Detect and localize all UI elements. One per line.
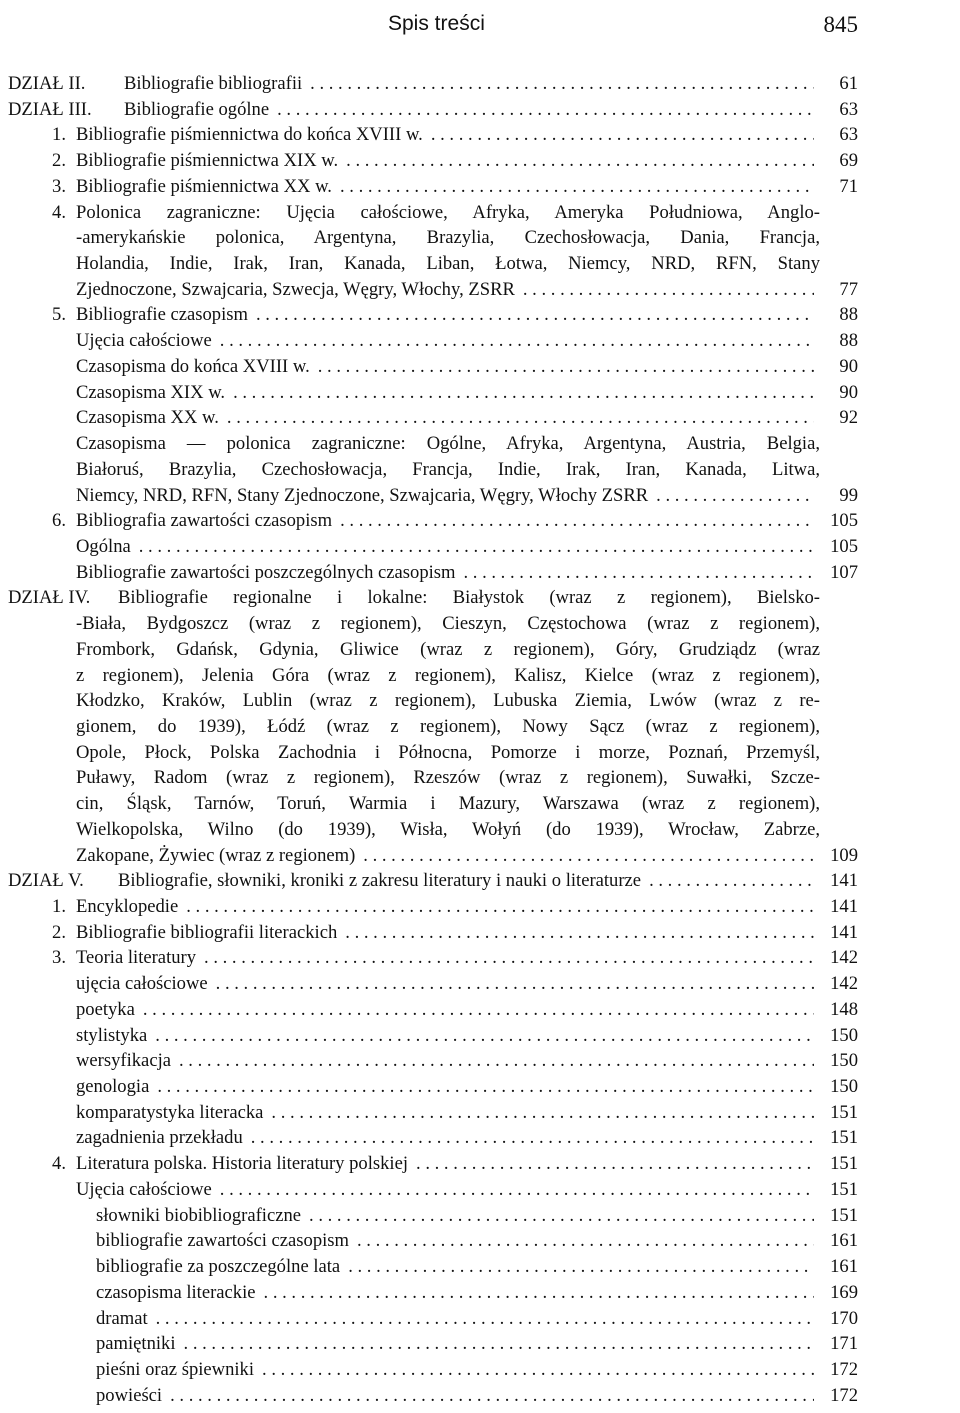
entry-text: Czasopisma XX w. [76,407,219,429]
toc-entry[interactable] [0,200,960,303]
entry-text: pieśni oraz śpiewniki [96,1358,255,1380]
entry-last-line [76,1074,820,1100]
dot-leader [170,1383,814,1409]
toc-entry[interactable] [0,1306,960,1332]
page-ref: 151 [830,1101,858,1123]
dot-leader [431,122,814,148]
entry-text-block [76,1125,820,1151]
page-ref: 161 [830,1230,858,1252]
entry-text-line: -Biała, Bydgoszcz (wraz z regionem), Cieszyn, Częstochowa (wraz z regionem), [76,613,820,635]
dot-leader [220,1177,814,1203]
entry-last-line [76,97,820,123]
page-ref: 71 [839,175,858,197]
page-ref: 169 [830,1281,858,1303]
dot-leader [156,1306,814,1332]
page-ref: 151 [830,1204,858,1226]
entry-text-line: Wielkopolska, Wilno (do 1939), Wisła, Wołyń (do 1939), Wrocław, Zabrze, [76,818,820,840]
entry-last-line [76,380,820,406]
entry-text: genologia [76,1076,150,1098]
entry-text-block [96,1254,820,1280]
entry-text-line: Polonica zagraniczne: Ujęcia całościowe, Afryka, Ameryka Południowa, Anglo- [76,201,820,223]
section-label: DZIAŁ III. [8,98,92,120]
entry-text: Teoria literatury [76,947,197,969]
entry-last-line [76,843,820,869]
entry-text: Bibliografie piśmiennictwa XX w. [76,175,332,197]
dot-leader [220,328,814,354]
entry-last-line [96,1331,820,1357]
toc-entry[interactable] [0,585,960,868]
entry-text: Niemcy, NRD, RFN, Stany Zjednoczone, Szwajcaria, Węgry, Włochy ZSRR [76,484,649,506]
dot-leader [262,1357,814,1383]
entry-text-block [76,1023,820,1049]
entry-last-line [76,71,820,97]
toc-entry[interactable] [0,971,960,997]
entry-text: bibliografie zawartości czasopism [96,1230,349,1252]
dot-leader [256,302,814,328]
page-ref: 172 [830,1358,858,1380]
toc-entry[interactable] [0,1280,960,1306]
toc-entry[interactable] [0,945,960,971]
toc-entry[interactable] [0,174,960,200]
entry-number: 4. [52,201,66,223]
entry-text-block [96,1331,820,1357]
entry-text-block [96,1228,820,1254]
entry-number: 2. [52,921,66,943]
page-ref: 151 [830,1127,858,1149]
page-ref: 150 [830,1050,858,1072]
entry-text: Bibliografie czasopism [76,304,248,326]
toc-entry[interactable] [0,1048,960,1074]
toc-entry[interactable] [0,868,960,894]
entry-text-block [76,1074,820,1100]
dot-leader [179,1048,814,1074]
entry-last-line [76,122,820,148]
toc-entry[interactable] [0,1203,960,1229]
dot-leader [277,97,814,123]
entry-text-block [76,148,820,174]
entry-text: Bibliografia zawartości czasopism [76,510,333,532]
entry-last-line [76,174,820,200]
toc-entry[interactable] [0,1357,960,1383]
dot-leader [656,483,814,509]
entry-number: 2. [52,150,66,172]
entry-text: Czasopisma do końca XVIII w. [76,355,310,377]
toc-entry[interactable] [0,1331,960,1357]
entry-text-block [96,1280,820,1306]
page-ref: 63 [839,124,858,146]
page-ref: 90 [839,355,858,377]
entry-last-line [76,483,820,509]
dot-leader [345,920,814,946]
entry-text: Bibliografie bibliografii literackich [76,921,338,943]
dot-leader [318,354,814,380]
entry-text-block [76,122,820,148]
page-ref: 109 [830,844,858,866]
entry-text-block [76,380,820,406]
entry-text: pamiętniki [96,1333,176,1355]
dot-leader [186,894,814,920]
toc-entry[interactable] [0,148,960,174]
page-ref: 142 [830,947,858,969]
entry-text: Encyklopedie [76,896,179,917]
entry-last-line [76,920,820,946]
entry-text-line: Białoruś, Brazylia, Czechosłowacja, Francja, Indie, Irak, Iran, Kanada, Litwa, [76,458,820,480]
entry-last-line [76,945,820,971]
toc-entry[interactable] [0,97,960,123]
entry-text-block [76,560,820,586]
entry-text: Zakopane, Żywiec (wraz z regionem) [76,844,356,866]
entry-text: Bibliografie zawartości poszczególnych czasopism [76,561,456,583]
dot-leader [143,997,814,1023]
dot-leader [233,380,814,406]
running-title: Spis treści [388,12,485,35]
entry-text-block [96,1383,820,1409]
entry-text-block [76,894,820,920]
entry-last-line [76,328,820,354]
entry-text-block [76,328,820,354]
page-ref: 105 [830,510,858,532]
entry-text: bibliografie za poszczególne lata [96,1256,341,1278]
entry-last-line [76,997,820,1023]
dot-leader [264,1280,814,1306]
dot-leader [346,148,814,174]
dot-leader [309,1203,814,1229]
page-ref: 141 [830,870,858,892]
entry-text: Literatura polska. Historia literatury polskiej [76,1153,409,1175]
entry-text: poetyka [76,998,135,1020]
page-ref: 141 [830,921,858,943]
entry-text-block [76,945,820,971]
entry-text: Ujęcia całościowe [76,330,212,352]
section-label: DZIAŁ V. [8,870,84,892]
entry-number: 1. [52,124,66,146]
entry-text: Bibliografie, słowniki, kroniki z zakresu literatury i nauki o literaturze [118,870,642,892]
toc-entry[interactable] [0,560,960,586]
entry-text: wersyfikacja [76,1050,171,1072]
section-label: DZIAŁ II. [8,73,86,94]
page-number: 845 [823,12,858,37]
entry-text-block [76,71,820,97]
entry-text: zagadnienia przekładu [76,1127,243,1149]
page-ref: 150 [830,1024,858,1046]
entry-last-line [76,277,820,303]
page-ref: 151 [830,1178,858,1200]
toc-entry[interactable] [0,1125,960,1151]
entry-text-line: Opole, Płock, Polska Zachodnia i Północna, Pomorze i morze, Poznań, Przemyśl, [76,741,820,763]
page-ref: 172 [830,1384,858,1406]
entry-text-block [76,97,820,123]
dot-leader [463,560,814,586]
page-ref: 92 [839,407,858,429]
entry-last-line [96,1203,820,1229]
entry-text-block [76,585,820,868]
entry-number: 3. [52,947,66,969]
entry-last-line [96,1280,820,1306]
entry-text-block [76,971,820,997]
entry-text-line: Czasopisma — polonica zagraniczne: Ogólne, Afryka, Argentyna, Austria, Belgia, [76,433,820,455]
entry-text-line: Holandia, Indie, Irak, Iran, Kanada, Liban, Łotwa, Niemcy, NRD, RFN, Stany [76,253,820,275]
dot-leader [416,1151,814,1177]
entry-text-line: z regionem), Jelenia Góra (wraz z regionem), Kalisz, Kielce (wraz z regionem), [76,664,820,686]
dot-leader [271,1100,814,1126]
entry-text: stylistyka [76,1024,148,1046]
table-of-contents [0,71,960,1408]
dot-leader [348,1254,814,1280]
entry-last-line [96,1254,820,1280]
entry-last-line [76,1023,820,1049]
page-ref: 90 [839,381,858,403]
toc-entry[interactable] [0,894,960,920]
entry-last-line [96,1357,820,1383]
entry-last-line [76,148,820,174]
entry-text: komparatystyka literacka [76,1101,264,1123]
entry-text: powieści [96,1384,163,1406]
entry-text-line: cin, Śląsk, Tarnów, Toruń, Warmia i Mazury, Warszawa (wraz z regionem), [76,793,820,815]
page-ref: 141 [830,896,858,917]
toc-entry[interactable] [0,302,960,328]
entry-text-line: -amerykańskie polonica, Argentyna, Brazylia, Czechosłowacja, Dania, Francja, [76,227,820,249]
toc-entry[interactable] [0,534,960,560]
dot-leader [310,71,814,97]
dot-leader [357,1228,814,1254]
entry-text: Bibliografie bibliografii [124,73,303,94]
dot-leader [155,1023,814,1049]
entry-last-line [76,1125,820,1151]
entry-number: 3. [52,175,66,197]
dot-leader [363,843,814,869]
dot-leader [157,1074,814,1100]
page-ref: 142 [830,973,858,995]
entry-text-block [76,431,820,508]
page-ref: 88 [839,304,858,326]
toc-entry[interactable] [0,431,960,508]
toc-entry[interactable] [0,1151,960,1177]
entry-last-line [76,868,820,894]
page-ref: 63 [839,98,858,120]
entry-last-line [76,1100,820,1126]
toc-entry[interactable] [0,1383,960,1409]
entry-text: czasopisma literackie [96,1281,256,1303]
entry-text: Ogólna [76,535,131,557]
page-ref: 171 [830,1333,858,1355]
entry-text: słowniki biobibliograficzne [96,1204,302,1226]
entry-text: Bibliografie piśmiennictwa XIX w. [76,150,339,172]
entry-number: 6. [52,510,66,532]
dot-leader [227,405,814,431]
entry-last-line [76,1177,820,1203]
toc-entry[interactable] [0,1228,960,1254]
page-ref: 161 [830,1256,858,1278]
entry-text-block [76,405,820,431]
dot-leader [139,534,814,560]
toc-entry[interactable] [0,1100,960,1126]
entry-text-line: Puławy, Radom (wraz z regionem), Rzeszów (wraz z regionem), Suwałki, Szcze- [76,767,820,789]
page-ref: 69 [839,150,858,172]
toc-entry[interactable] [0,380,960,406]
entry-text-block [96,1306,820,1332]
dot-leader [204,945,814,971]
entry-text-block [76,302,820,328]
entry-last-line [76,534,820,560]
entry-last-line [76,560,820,586]
entry-text-line: Kłodzko, Kraków, Lublin (wraz z regionem), Lubuska Ziemia, Lwów (wraz z re- [76,690,820,712]
entry-text-block [76,997,820,1023]
entry-last-line [76,1048,820,1074]
entry-text-block [76,508,820,534]
toc-entry[interactable] [0,508,960,534]
entry-last-line [96,1228,820,1254]
toc-entry[interactable] [0,328,960,354]
entry-text-block [76,200,820,303]
dot-leader [216,971,814,997]
entry-text-block [76,174,820,200]
toc-entry[interactable] [0,354,960,380]
entry-text-block [76,868,820,894]
dot-leader [340,508,814,534]
toc-entry[interactable] [0,71,960,97]
entry-last-line [76,302,820,328]
page-ref: 148 [830,998,858,1020]
toc-entry[interactable] [0,920,960,946]
entry-last-line [96,1383,820,1409]
toc-entry[interactable] [0,1074,960,1100]
entry-last-line [76,354,820,380]
entry-last-line [76,508,820,534]
page-header [0,12,960,52]
entry-text-line: Bibliografie regionalne i lokalne: Białystok (wraz z regionem), Bielsko- [118,587,820,609]
page-ref: 170 [830,1307,858,1329]
entry-last-line [76,405,820,431]
dot-leader [649,868,814,894]
entry-last-line [76,894,820,920]
entry-text-line: gionem, do 1939), Łódź (wraz z regionem), Nowy Sącz (wraz z regionem), [76,715,820,737]
dot-leader [251,1125,814,1151]
section-label: DZIAŁ IV. [8,587,91,609]
toc-entry[interactable] [0,1177,960,1203]
entry-number: 4. [52,1153,66,1175]
entry-text-block [76,920,820,946]
entry-last-line [76,971,820,997]
entry-text: ujęcia całościowe [76,973,208,995]
entry-text-block [76,534,820,560]
entry-text-line: Frombork, Gdańsk, Gdynia, Gliwice (wraz z regionem), Góry, Grudziądz (wraz [76,638,820,660]
toc-entry[interactable] [0,122,960,148]
page-ref: 105 [830,535,858,557]
page-ref: 61 [839,73,858,94]
dot-leader [340,174,814,200]
entry-number: 1. [52,896,66,917]
dot-leader [523,277,814,303]
toc-entry[interactable] [0,1254,960,1280]
entry-text-block [76,1177,820,1203]
entry-text-block [96,1203,820,1229]
entry-text: dramat [96,1307,148,1329]
page-ref: 77 [839,278,858,300]
entry-last-line [76,1151,820,1177]
entry-text-block [76,1151,820,1177]
toc-entry[interactable] [0,405,960,431]
dot-leader [184,1331,814,1357]
toc-entry[interactable] [0,997,960,1023]
page-ref: 99 [839,484,858,506]
entry-text: Zjednoczone, Szwajcaria, Szwecja, Węgry, Włochy, ZSRR [76,278,515,300]
entry-text: Czasopisma XIX w. [76,381,226,403]
entry-text-block [96,1357,820,1383]
entry-last-line [96,1306,820,1332]
page-ref: 107 [830,561,858,583]
entry-text: Ujęcia całościowe [76,1178,212,1200]
entry-text-block [76,1048,820,1074]
entry-number: 5. [52,304,66,326]
page-ref: 151 [830,1153,858,1175]
page-ref: 150 [830,1076,858,1098]
toc-entry[interactable] [0,1023,960,1049]
page-ref: 88 [839,330,858,352]
entry-text-block [76,1100,820,1126]
entry-text: Bibliografie ogólne [124,98,270,120]
entry-text-block [76,354,820,380]
entry-text: Bibliografie piśmiennictwa do końca XVIII w. [76,124,423,146]
